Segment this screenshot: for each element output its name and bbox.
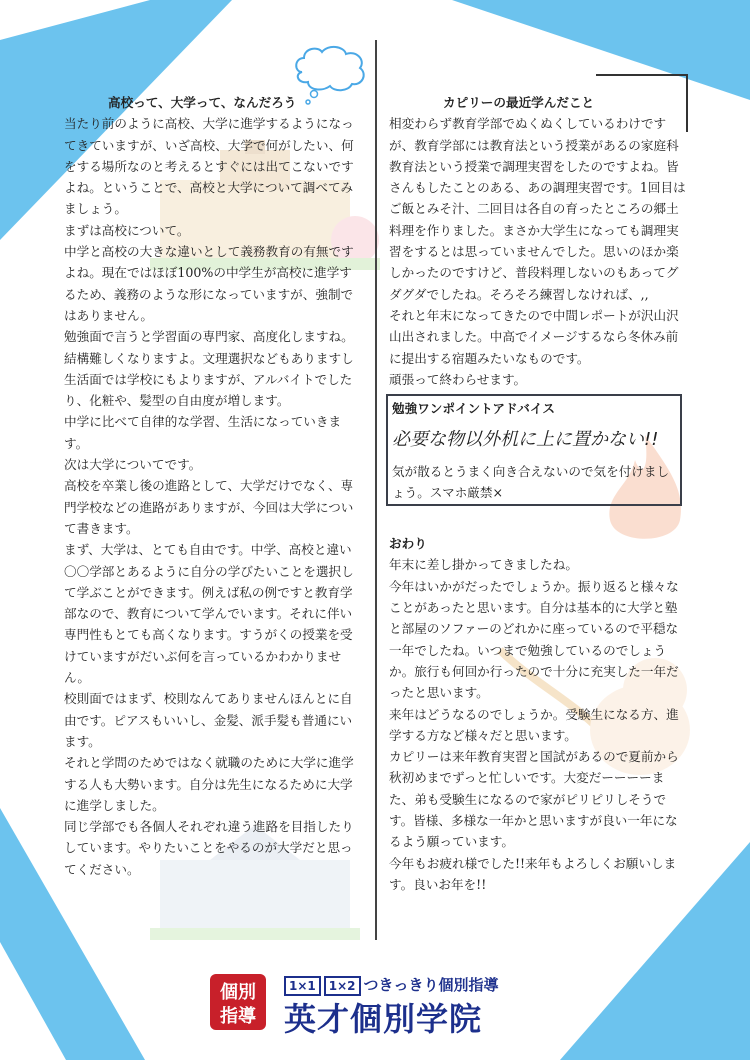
tagline-text: つきっきり個別指導 [363, 976, 499, 994]
left-paragraph: 高校を卒業し後の進路として、大学だけでなく、専門学校などの進路がありますが、今回は大学について書きます。 [64, 478, 354, 536]
left-paragraph: 中学に比べて自律的な学習、生活になっていきます。 [64, 414, 342, 451]
closing-paragraph: 今年もお疲れ様でした!!来年もよろしくお願いします。良いお年を!! [389, 855, 677, 892]
spacer [389, 512, 687, 533]
right-column [389, 92, 687, 895]
left-paragraph: それと学問のためではなく就職のために大学に進学する人も大勢います。自分は先生になるために大学に進学しました。 [64, 755, 354, 813]
brand-name: 英才個別学院 [284, 1000, 483, 1038]
left-paragraph: 勉強面で言うと学習面の専門家、高度化しますね。結構難しくなりますよ。文理選択などもありますし生活面では学校にもよりますが、アルバイトでしたり、化粧や、髪型の自由度が増します。 [64, 329, 354, 409]
column-divider [375, 40, 377, 940]
badge-1x1: 1×1 [284, 976, 321, 996]
left-paragraph: まずは高校について。 [64, 222, 190, 238]
seal-bottom-text: 指導 [220, 1006, 256, 1027]
left-paragraph: 校則面ではまず、校則なんてありませんほんとに自由です。ピアスもいいし、金髪、派手髪も普通にいます。 [64, 691, 353, 749]
closing-paragraph: 年末に差し掛かってきましたね。 [389, 557, 578, 573]
brand-logo [208, 972, 548, 1038]
right-paragraph: 相変わらず教育学部でぬくぬくしているわけですが、教育学部には教育法という授業があるの家庭科教育法という授業で調理実習をしたのですよね。皆さんもしたことのある、あの調理実習です。1回目はご飯とみそ汁、二回目は各自の育ったところの郷土料理を作りました。まさか大学生になっても調理実習をするとは思っていませんでした。思いのほか楽しかったのですけど、普段料理しないのもあってグダグダでしたね。そろそろ練習しなければ、,, [389, 116, 686, 302]
left-column [64, 92, 364, 880]
left-paragraph: 次は大学についてです。 [64, 457, 202, 473]
closing-paragraph: カピリーは来年教育実習と国試があるので夏前から秋初めまでずっと忙しいです。大変だーーーーまた、弟も受験生になるので家がピリピリしそうです。皆様、多様な一年かと思いますが良い一年になるよう願っています。 [389, 749, 679, 850]
left-paragraph: 同じ学部でも各個人それぞれ違う進路を目指したりしています。やりたいことをやるのが大学だと思ってください。 [64, 819, 354, 877]
seal-top-text: 個別 [220, 982, 256, 1003]
right-heading: カピリーの最近学んだこと [443, 95, 595, 110]
study-advice-box [386, 394, 682, 506]
logo-tagline [284, 974, 499, 996]
left-paragraph: まず、大学は、とても自由です。中学、高校と違い〇〇学部とあるように自分の学びたいことを選択して学ぶことができます。例えば私の例ですと教育学部なので、教育について学んでいます。それに伴い専門性もとても高くなります。すうがくの授業を受けていますがだいぶ何を言っているかわかりません。 [64, 542, 354, 686]
right-paragraph: それと年末になってきたので中間レポートが沢山沢山出されました。中高でイメージするなら冬休み前に提出する宿題みたいなものです。 [389, 307, 679, 366]
badge-1x2: 1×2 [324, 976, 361, 996]
advice-headline: 必要な物以外机に上に置かない!! [392, 429, 659, 451]
closing-heading: おわり [389, 536, 427, 552]
left-paragraph: 当たり前のように高校、大学に進学するようになってきていますが、いざ高校、大学で何がしたい、何をする場所なのと考えるとすぐには出てこないですよね。ということで、高校と大学について調べてみましょう。 [64, 116, 354, 217]
advice-body: 気が散るとうまく向き合えないので気を付けましょう。スマホ厳禁× [392, 464, 670, 501]
closing-paragraph: 来年はどうなるのでしょうか。受験生になる方、進学する方など様々だと思います。 [389, 706, 679, 743]
left-heading: 高校って、大学って、なんだろう [108, 95, 297, 110]
right-paragraph: 頑張って終わらせます。 [389, 371, 527, 387]
advice-title: 勉強ワンポイントアドバイス [392, 401, 555, 417]
kobetsu-shido-seal-icon [208, 972, 268, 1032]
closing-paragraph: 今年はいかがだったでしょうか。振り返ると様々なことがあったと思います。自分は基本的に大学と塾と部屋のソファーのどれかに座っているので平穏な一年でしたね。いつまで勉強しているのでしょうか。旅行も何回か行ったので十分に充実した一年だったと思います。 [389, 578, 679, 701]
left-paragraph: 中学と高校の大きな違いとして義務教育の有無ですよね。現在ではほぼ100%の中学生が高校に進学するため、義務のような形になっていますが、強制ではありません。 [64, 244, 354, 323]
